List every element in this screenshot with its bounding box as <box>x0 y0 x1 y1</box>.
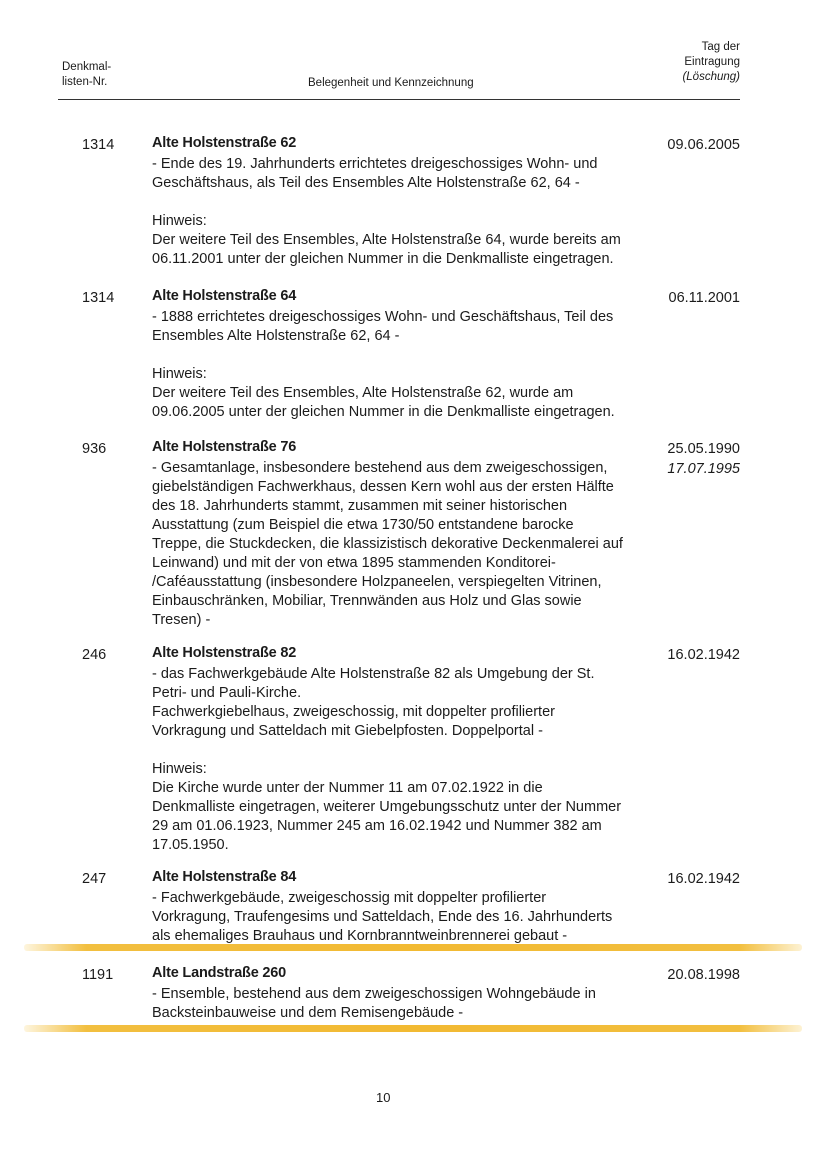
entry-body <box>152 889 642 946</box>
entry-number: 936 <box>82 441 107 457</box>
entry-body <box>152 155 642 269</box>
entry-title: Alte Landstraße 260 <box>152 965 286 981</box>
note-text: Die Kirche wurde unter der Nummer 11 am 07.02.1922 in die Denkmalliste eingetragen, weiterer Umgebungsschutz unter der Nummer 29 am 01.06.1923, Nummer 245 am 16.02.1942 und Nummer 382 am 17.05.1950. <box>152 780 622 853</box>
entry-date: 06.11.2001 <box>668 290 740 306</box>
header-text: Eintragung <box>684 56 740 68</box>
entry-number: 1191 <box>82 967 114 983</box>
note-text: Der weitere Teil des Ensembles, Alte Holstenstraße 62, wurde am 09.06.2005 unter der gleichen Nummer in die Denkmalliste eingetragen. <box>152 385 615 420</box>
column-header-list-number <box>62 60 111 90</box>
header-text: Denkmal- <box>62 61 112 73</box>
page-number: 10 <box>376 1090 391 1105</box>
entry-number: 1314 <box>82 290 115 306</box>
header-text: Tag der <box>701 41 740 53</box>
entry-description: - Gesamtanlage, insbesondere bestehend aus dem zweigeschossigen, giebelständigen Fachwerkhaus, dessen Kern wohl aus der ersten Hälfte des 18. Jahrhunderts stammt, zusammen mit seiner historischen Ausstattung (zum Beispiel die etwa 1730/50 entstandene barocke Treppe, die Stuckdecken, die klassizistisch dekorative Deckenmalerei auf Leinwand) und mit der von etwa 1895 stammenden Konditorei- /Caféausstattung (insbesondere Holzpaneelen, verspiegelten Vitrinen, Einbauschränken, Mobiliar, Trennwänden aus Holz und Glas sowie Tresen) - <box>152 460 623 628</box>
entry-description: - 1888 errichtetes dreigeschossiges Wohn- und Geschäftshaus, Teil des Ensembles Alte Holstenstraße 62, 64 - <box>152 309 614 344</box>
note-text: Der weitere Teil des Ensembles, Alte Holstenstraße 64, wurde bereits am 06.11.2001 unter der gleichen Nummer in die Denkmalliste eingetragen. <box>152 232 621 267</box>
entry-number: 247 <box>82 871 107 887</box>
entry-title: Alte Holstenstraße 82 <box>152 645 297 661</box>
entry-date: 09.06.2005 <box>667 137 740 153</box>
entry-title: Alte Holstenstraße 76 <box>152 439 297 455</box>
entry-body <box>152 985 642 1023</box>
entry-date: 16.02.1942 <box>667 871 740 887</box>
highlighter-stroke <box>24 1025 802 1032</box>
entry-dates <box>667 439 740 479</box>
note-label: Hinweis: <box>152 213 207 229</box>
entry-description: - Fachwerkgebäude, zweigeschossig mit doppelter profilierter Vorkragung, Traufengesims und Satteldach, Ende des 16. Jahrhunderts als ehemaliges Brauhaus und Kornbranntweinbrennerei gebaut - <box>152 890 613 944</box>
entry-description: - das Fachwerkgebäude Alte Holstenstraße 82 als Umgebung der St. Petri- und Pauli-Kirche. Fachwerkgiebelhaus, zweigeschossig, mit doppelter profilierter Vorkragung und Satteldach mit Giebelpfosten. Doppelportal - <box>152 666 595 739</box>
entry-description: - Ende des 19. Jahrhunderts errichtetes dreigeschossiges Wohn- und Geschäftshaus, als Teil des Ensembles Alte Holstenstraße 62, 64 - <box>152 156 598 191</box>
entry-description: - Ensemble, bestehend aus dem zweigeschossigen Wohngebäude in Backsteinbauweise und dem Remisengebäude - <box>152 986 596 1021</box>
entry-number: 1314 <box>82 137 115 153</box>
entry-body <box>152 459 642 630</box>
header-text: (Löschung) <box>682 71 740 83</box>
entry-title: Alte Holstenstraße 64 <box>152 288 297 304</box>
header-rule <box>58 99 740 100</box>
entry-number: 246 <box>82 647 107 663</box>
note-label: Hinweis: <box>152 761 207 777</box>
entry-body <box>152 308 642 422</box>
entry-date: 25.05.1990 <box>667 441 740 457</box>
column-header-location: Belegenheit und Kennzeichnung <box>308 77 474 89</box>
entry-date: 20.08.1998 <box>667 967 740 983</box>
column-header-date <box>682 40 740 85</box>
highlighter-stroke <box>24 944 802 951</box>
entry-body <box>152 665 642 855</box>
entry-title: Alte Holstenstraße 84 <box>152 869 297 885</box>
header-text: listen-Nr. <box>62 76 108 88</box>
note-label: Hinweis: <box>152 366 207 382</box>
deletion-date: 17.07.1995 <box>667 461 740 477</box>
entry-date: 16.02.1942 <box>667 647 740 663</box>
entry-title: Alte Holstenstraße 62 <box>152 135 297 151</box>
